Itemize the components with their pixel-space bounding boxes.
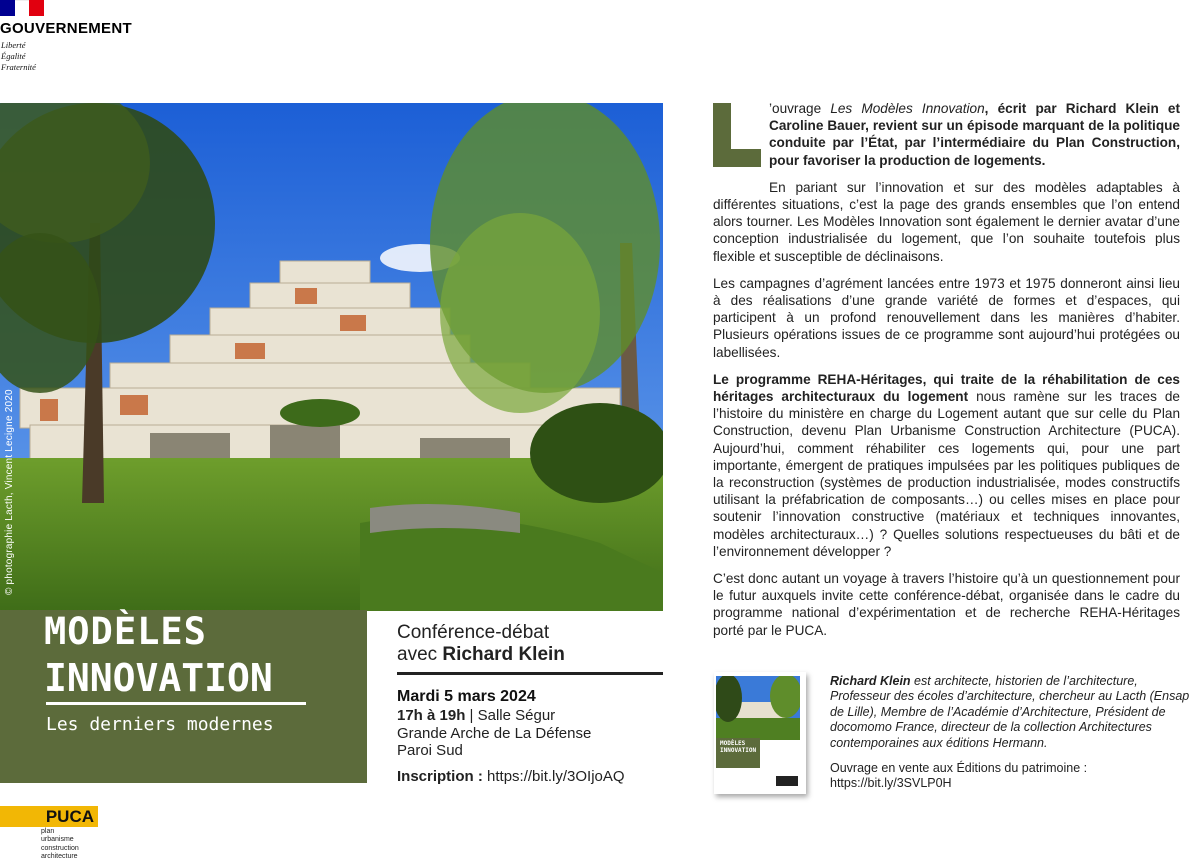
article-paragraph-2: En pariant sur l’innovation et sur des modèles adaptables à différentes situations, c’est la page des grands ensembles que l’on entend alors tourner. Les Modèles Innovation sont également le dernier avatar d’une conception industrialisée du logement, que l’on souhaite toutefois plus flexible et susceptible de déclinaisons. [713,179,1180,264]
event-speaker: Richard Klein [442,644,565,665]
event-room: | Salle Ségur [465,707,556,724]
title-panel [0,610,367,783]
title-divider [46,702,306,705]
author-description: est architecte, historien de l’architecture, Professeur des écoles d’architecture, chercheur au Lacth (Ensap de Lille), Membre de l’Académie d’Architecture, Président de docomomo France, directeur de la collection Architectures contemporaines aux éditions Hermann. [830,674,1190,750]
article-text [713,100,1180,649]
event-type: Conférence-débat [397,622,550,643]
book-cover [714,672,806,794]
dropcap-l-icon [713,103,761,167]
title-line-2: INNOVATION [44,656,273,700]
event-divider [397,672,663,675]
author-bio [830,674,1190,792]
title-subtitle: Les derniers modernes [46,714,274,735]
puca-words: plan urbanisme construction architecture [41,828,79,861]
photo-credit: © photographie Lacth, Vincent Lecigne 2020 [4,389,15,595]
book-title: Les Modèles Innovation [830,101,985,116]
publisher-logo-icon [776,776,798,786]
french-flag-icon [0,0,44,16]
event-venue: Grande Arche de La Défense [397,724,592,742]
book-cover-title: MODÈLES INNOVATION [720,740,757,754]
building-photo [0,103,663,611]
article-paragraph-4: Le programme REHA-Héritages, qui traite de la réhabilitation de ces héritages architecturaux du logement nous ramène sur les traces de l’histoire du ministère en charge du Logement autant que sur celle du Plan Construction, devenu Plan Urbanisme Construction Architecture (PUCA). Aujourd’hui, comment réhabiliter ces logements qui, pour une part importante, émergent de pratiques impulsées par les politiques publiques de la reconstruction (systèmes de production industrialisée, modes constructifs utilisant la préfabrication de composants…) ou celles mises en place pour soutenir l’innovation constructive (matériaux et techniques innovantes, modèles architecturaux…) ? Quelles solutions respectueuses du bâti et de l’environnement développer ? [713,371,1180,559]
government-name: GOUVERNEMENT [0,20,132,37]
inscription-link[interactable]: https://bit.ly/3OIjoAQ [482,767,625,785]
article-paragraph-1: ’ouvrage Les Modèles Innovation, écrit par Richard Klein et Caroline Bauer, revient sur un épisode marquant de la politique conduite par l’État, par l’intermédiaire du Plan Construction, pour favoriser la production de logements. [713,100,1180,169]
event-info [397,622,667,785]
author-name: Richard Klein [830,674,911,688]
event-time: 17h à 19h [397,707,466,724]
event-venue-detail: Paroi Sud [397,742,463,759]
event-inscription: Inscription : https://bit.ly/3OIjoAQ [397,767,625,785]
event-speaker-line: avec Richard Klein [397,644,565,665]
puca-logo [0,806,100,862]
event-time-room [397,707,667,725]
sale-info: Ouvrage en vente aux Éditions du patrimoine : [830,761,1088,776]
government-motto: Liberté Égalité Fraternité [1,40,36,72]
government-logo [0,0,150,80]
puca-bar: PUCA [0,806,98,827]
article-paragraph-3: Les campagnes d’agrément lancées entre 1973 et 1975 donneront ainsi lieu à des réalisations d’une grande variété de formes et d’espaces, qui participent à un profond renouvellement dans les manières d’habiter. Plusieurs opérations issues de ce programme sont aujourd’hui protégées ou labellisées. [713,275,1180,360]
event-date: Mardi 5 mars 2024 [397,688,536,705]
article-paragraph-5: C’est donc autant un voyage à travers l’histoire qu’à un questionnement pour le futur auxquels invite cette conférence-débat, organisée dans le cadre du programme national d’expérimentation et de recherche REHA-Héritages porté par le PUCA. [713,571,1180,638]
sale-link[interactable]: https://bit.ly/3SVLP0H [830,776,952,791]
title-line-1: MODÈLES [44,610,207,653]
